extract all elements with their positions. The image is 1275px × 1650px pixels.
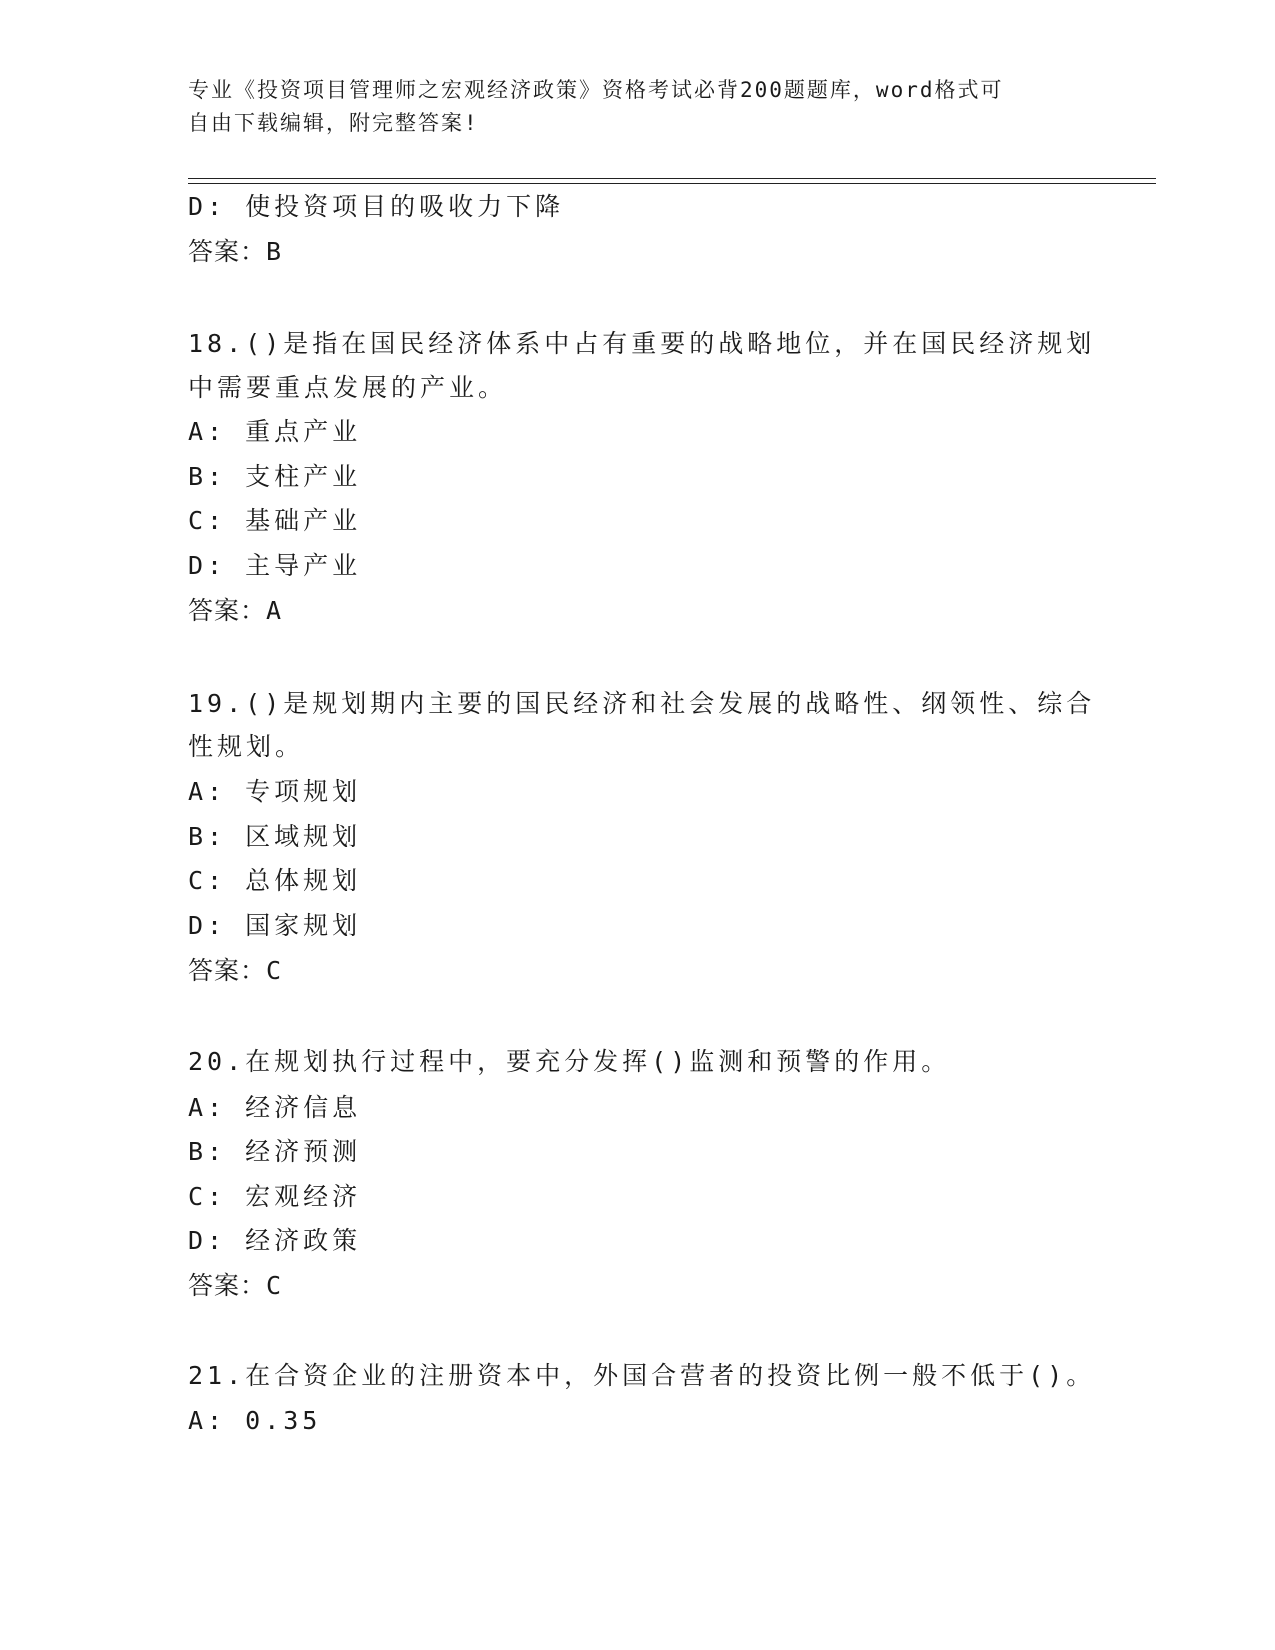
q18-stem-line-2: 中需要重点发展的产业。 [188, 373, 508, 402]
q20-stem-line-1: 20.在规划执行过程中，要充分发挥()监测和预警的作用。 [188, 1047, 951, 1076]
answer-value: C [266, 956, 283, 985]
q19-stem-line-2: 性规划。 [188, 732, 305, 761]
prev-answer [188, 235, 282, 269]
q21-option-a: A: 0.35 [188, 1406, 322, 1435]
answer-label: 答案： [188, 956, 267, 985]
header-rule-bottom [188, 183, 1156, 184]
header-line-1: 专业《投资项目管理师之宏观经济政策》资格考试必背200题题库，word格式可 [188, 78, 1004, 102]
q20-option-a: A: 经济信息 [188, 1093, 362, 1122]
answer-label: 答案： [188, 1271, 267, 1300]
q19-option-b: B: 区域规划 [188, 822, 362, 851]
q20-answer [188, 1269, 282, 1303]
q19-option-d: D: 国家规划 [188, 911, 362, 940]
answer-label: 答案： [188, 596, 267, 625]
answer-label: 答案： [188, 237, 267, 266]
header-rule-top [188, 178, 1156, 179]
page-header [188, 74, 1088, 140]
header-line-2: 自由下载编辑，附完整答案! [188, 111, 479, 135]
q18-option-d: D: 主导产业 [188, 551, 362, 580]
q20-option-c: C: 宏观经济 [188, 1182, 362, 1211]
q21-stem-line-1: 21.在合资企业的注册资本中，外国合营者的投资比例一般不低于()。 [188, 1361, 1096, 1390]
q18-option-a: A: 重点产业 [188, 417, 362, 446]
answer-value: A [266, 596, 283, 625]
q19-option-c: C: 总体规划 [188, 866, 362, 895]
prev-option-d: D: 使投资项目的吸收力下降 [188, 192, 565, 221]
q19-answer [188, 954, 282, 988]
q19-option-a: A: 专项规划 [188, 777, 362, 806]
q19-stem-line-1: 19.()是规划期内主要的国民经济和社会发展的战略性、纲领性、综合 [188, 689, 1096, 718]
q20-option-d: D: 经济政策 [188, 1226, 362, 1255]
answer-value: B [266, 237, 283, 266]
q18-option-c: C: 基础产业 [188, 506, 362, 535]
q20-option-b: B: 经济预测 [188, 1137, 362, 1166]
q18-answer [188, 594, 282, 628]
answer-value: C [266, 1271, 283, 1300]
q18-option-b: B: 支柱产业 [188, 462, 362, 491]
q18-stem-line-1: 18.()是指在国民经济体系中占有重要的战略地位，并在国民经济规划 [188, 329, 1096, 358]
